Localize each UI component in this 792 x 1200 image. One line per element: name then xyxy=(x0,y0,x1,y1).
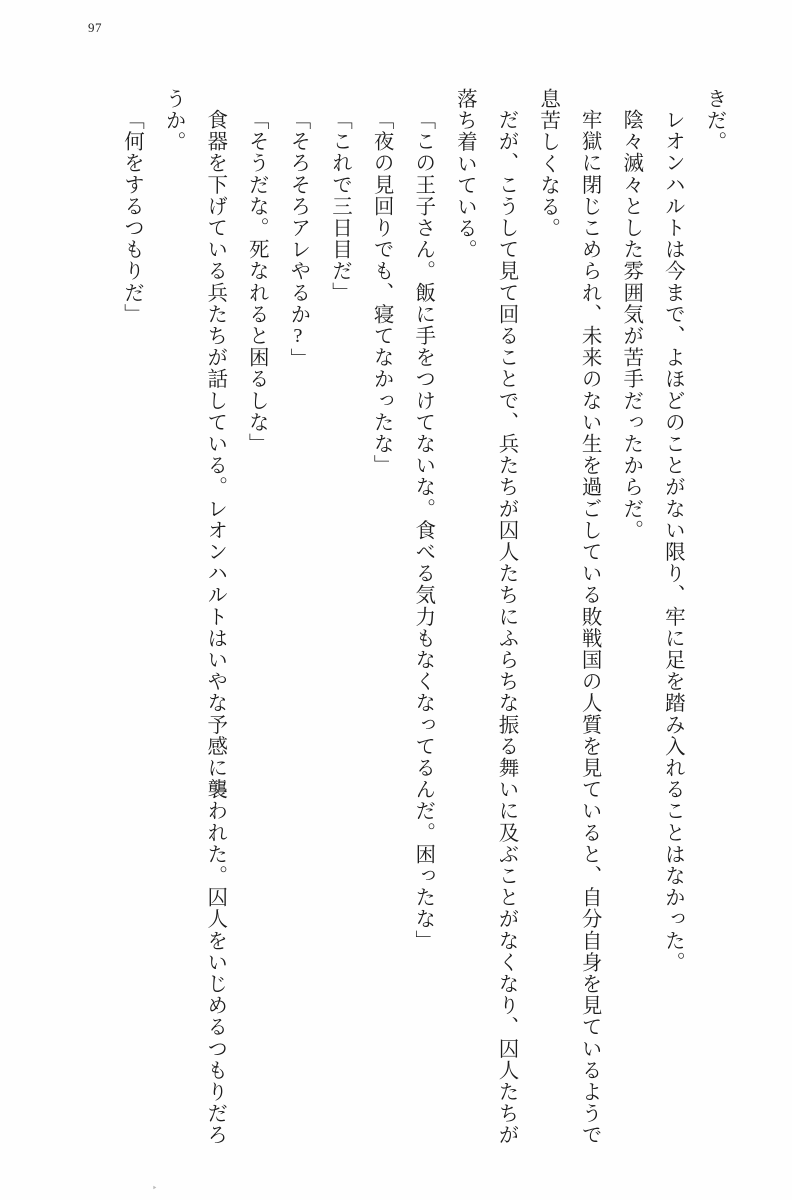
paragraph: だが、こうして見て回ることで、兵たちが囚人たちにふらちな振る舞いに及ぶことがなくなり、囚人たちが落ち着いている。 xyxy=(453,88,517,1146)
paragraph: レオンハルトは今まで、よほどのことがない限り、牢に足を踏み入れることはなかった。 xyxy=(661,108,684,973)
footer-mark: ‣ xyxy=(152,1183,158,1193)
paragraph: 「これで三日目だ」 xyxy=(328,108,351,303)
page-number: 97 xyxy=(88,20,102,35)
paragraph: 「夜の見回りでも、寝てなかったな」 xyxy=(370,108,393,476)
body-text-vertical xyxy=(52,88,734,1160)
paragraph: 「何をするつもりだ」 xyxy=(120,108,143,325)
paragraph: 食器を下げている兵たちが話している。レオンハルトはいやな予感に襲われた。囚人をいじめるつもりだろうか。 xyxy=(162,88,226,1146)
paragraph: 「そうだな。死なれると困るしな」 xyxy=(245,108,268,455)
paragraph: 「そろそろアレやるか?」 xyxy=(286,108,309,370)
paragraph: 牢獄に閉じこめられ、未来のない生を過ごしている敗戦国の人質を見ていると、自分自身を見ているようで息苦しくなる。 xyxy=(536,88,601,1146)
paragraph: きだ。 xyxy=(703,88,725,153)
paragraph: 陰々滅々とした雰囲気が苦手だったからだ。 xyxy=(619,108,642,541)
paragraph: 「この王子さん。飯に手をつけてないな。食べる気力もなくなってるんだ。困ったな」 xyxy=(411,108,434,951)
